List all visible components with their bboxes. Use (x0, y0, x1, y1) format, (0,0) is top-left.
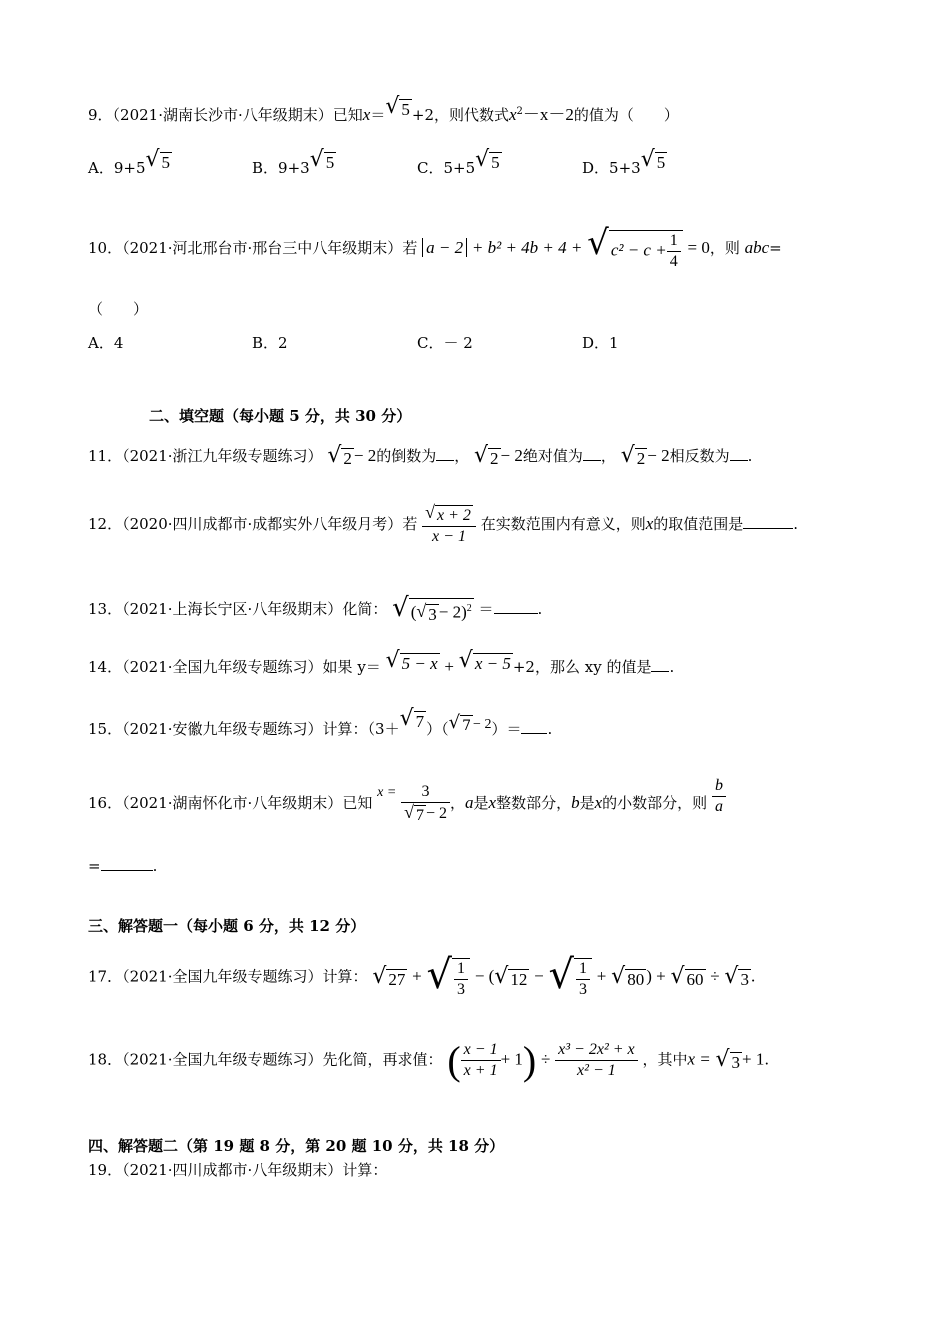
q10-eq2: = (769, 239, 782, 257)
q10-answer-paren: （ ） (88, 300, 149, 318)
q9-option-a-rad: 5 (161, 153, 171, 172)
q17-sqrt-80: √ 80 (611, 963, 645, 989)
section-3-heading: 三、解答题一（每小题 6 分，共 12 分） (88, 917, 366, 935)
q10-option-a[interactable]: A．4 (88, 334, 124, 352)
q14-source: （2021·全国九年级专题练习） (122, 658, 323, 676)
q9-option-d-label: D．5+3 (582, 159, 641, 177)
q9-expr-rest: －x－2 (522, 105, 574, 124)
q13-pre: 化简： (342, 600, 388, 619)
q14-rad-1: 5 − x (401, 654, 438, 673)
q15-sqrt-2: √ 7 (448, 712, 472, 734)
q18-end: . (764, 1050, 770, 1069)
q11-sqrt-3: √ 2 (620, 443, 646, 468)
q18-rparen: ) (522, 1038, 537, 1083)
q16-blank[interactable] (101, 870, 153, 871)
q10-number: 10． (88, 239, 123, 257)
q18-lparen: ( (447, 1038, 461, 1083)
q17-sqrt-frac-2: √ $\frac{1}{3}$ (549, 955, 593, 1000)
q18-post: ，其中 (642, 1050, 688, 1069)
q11-minus-1: − 2 (353, 446, 377, 465)
q17-r2: 12 (510, 969, 528, 989)
q16-x3: x (594, 793, 603, 812)
question-18 (88, 1037, 769, 1084)
q17-r5: 3 (740, 969, 749, 989)
q11-sqrt-1: √ 2 (327, 443, 352, 468)
q16-answer-line (88, 857, 157, 875)
q18-sqrt: √ 3 (715, 1046, 741, 1072)
q16-frac-num: 3 (401, 782, 450, 803)
question-9 (88, 94, 679, 128)
q12-mid: 在实数范围内有意义，则 (480, 515, 646, 533)
q17-sqrt-27: √ 27 (372, 963, 406, 989)
q11-t1: 的倒数为 (376, 447, 437, 465)
q17-source: （2021·全国九年级专题练习） (122, 967, 323, 986)
q16-t3: 整数部分， (496, 794, 572, 812)
q18-f2d: x² − 1 (577, 1062, 616, 1079)
q15-blank[interactable] (521, 733, 547, 734)
q15-source: （2021·安徽九年级专题练习） (122, 720, 323, 738)
q10-option-b[interactable]: B．2 (252, 334, 288, 352)
q11-minus-2: − 2 (500, 446, 523, 465)
q11-rad-2: 2 (490, 449, 499, 468)
q18-f2n: x³ − 2x² + x (555, 1040, 638, 1061)
q11-minus-3: − 2 (647, 446, 670, 465)
q9-option-c-sqrt: √ 5 (475, 147, 500, 172)
q16-end: . (152, 857, 158, 875)
q9-option-c-rad: 5 (491, 153, 500, 172)
q13-inner-rad: 3 (428, 605, 437, 625)
q10-eq: = 0 (687, 238, 710, 257)
q15-number: 15． (88, 720, 123, 738)
q13-source: （2021·上海长宁区·八年级期末） (122, 600, 343, 619)
q9-source: （2021·湖南长沙市·八年级期末） (112, 106, 333, 124)
q9-expr-x: x (509, 105, 517, 124)
q17-p2: − ( (474, 966, 495, 986)
q18-number: 18． (88, 1050, 123, 1069)
q14-number: 14． (88, 658, 123, 676)
q13-eq: ＝ (478, 600, 494, 619)
q17-f2d: 3 (579, 981, 587, 998)
q18-frac-2 (555, 1040, 638, 1081)
q18-pre: 先化简，再求值： (322, 1050, 443, 1069)
q15-rad-2: 7 (460, 715, 473, 736)
q17-f2n: 1 (576, 959, 590, 980)
q9-radicand: 5 (401, 100, 410, 119)
q14-blank[interactable] (651, 671, 669, 672)
q15-post: ）＝ (491, 720, 522, 738)
q10-frac-num: 1 (667, 231, 681, 252)
q12-end: . (793, 515, 799, 533)
q9-option-c-label: C．5+5 (417, 159, 476, 177)
q12-blank[interactable] (743, 528, 793, 529)
q9-var: x (362, 105, 371, 124)
q16-t4: 是 (579, 794, 595, 812)
q9-tail: 的值为（ ） (573, 106, 679, 124)
q13-end: . (537, 600, 543, 619)
q14-post: +2，那么 xy 的值是 (512, 658, 652, 676)
q11-t4: ， (600, 447, 616, 465)
section-4-heading: 四、解答题二（第 19 题 8 分，第 20 题 10 分，共 18 分） (88, 1137, 505, 1155)
q10-rad-pre: c² − c + (610, 240, 667, 260)
q13-number: 13． (88, 600, 123, 619)
question-10 (88, 223, 782, 272)
q9-option-a-sqrt: √ 5 (145, 147, 171, 172)
question-17 (88, 952, 756, 1000)
q16-den-rest: − 2 (425, 805, 447, 823)
q14-pre: 如果 y＝ (322, 658, 381, 676)
q9-option-a-label: A．9+5 (88, 159, 146, 177)
q9-pre: 已知 (332, 106, 363, 124)
q12-num-rad: x + 2 (437, 507, 471, 524)
q16-source: （2021·湖南怀化市·八年级期末） (122, 794, 343, 812)
q9-option-b-label: B．9+3 (252, 159, 310, 177)
q10-abc: abc (744, 238, 770, 257)
q18-x: x = (687, 1049, 711, 1069)
q17-r1: 27 (388, 969, 406, 989)
q9-sqrt: √ 5 (385, 94, 410, 119)
q18-plus1: + 1 (500, 1049, 523, 1069)
q13-blank[interactable] (494, 613, 538, 614)
q11-rad-1: 2 (343, 449, 352, 468)
q10-sqrt: √ c² − c + $\frac{1}{4}$ (587, 226, 683, 272)
q10-mid: + b² + 4b + 4 + (471, 238, 583, 257)
q17-f1d: 3 (457, 981, 466, 998)
q18-frac-1 (461, 1040, 501, 1081)
q16-number: 16． (88, 794, 123, 812)
q17-p4: + (596, 966, 607, 986)
q18-source: （2021·全国九年级专题练习） (122, 1050, 323, 1069)
q14-end: . (669, 658, 675, 676)
q13-sq: 2 (466, 603, 472, 614)
q9-number: 9． (88, 106, 113, 124)
q17-pre: 计算： (322, 967, 368, 986)
question-16 (88, 776, 726, 826)
q11-t5: 相反数为 (669, 447, 730, 465)
q9-sup: 2 (516, 106, 523, 117)
q9-option-a[interactable] (88, 147, 172, 181)
q9-eq: ＝ (370, 106, 386, 124)
q17-sqrt-frac-1: √ $\frac{1}{3}$ (427, 955, 471, 1000)
q9-plus: +2，则代数式 (411, 106, 509, 124)
question-11 (88, 445, 752, 469)
q15-sqrt-1: √ 7 (399, 706, 425, 731)
q13-sqrt: √ ( √ 3 − 2)$^2$ (392, 593, 472, 625)
q16-eq: = (88, 857, 101, 875)
q12-frac: √ x + 2 x − 1 (422, 503, 476, 547)
q15-mid2: − 2 (473, 717, 492, 732)
q13-inner: − 2) (438, 602, 467, 622)
q11-number: 11． (88, 447, 123, 465)
q9-option-b-sqrt: √ 5 (309, 147, 335, 172)
q17-sqrt-12: √ 12 (494, 963, 528, 989)
q10-pre: 若 (402, 239, 418, 257)
q16-frac: 3 √ 7 − 2 (401, 782, 450, 826)
q17-p6: ÷ (710, 966, 720, 986)
q11-blank-1[interactable] (436, 460, 454, 461)
q19-source: （2021·四川成都市·八年级期末） (122, 1161, 343, 1179)
q16-fa: a (714, 797, 723, 815)
question-13 (88, 595, 542, 625)
question-15 (88, 706, 553, 742)
q17-p1: + (412, 966, 422, 986)
q17-p5: ) + (646, 966, 666, 986)
q10-frac-den: 4 (669, 253, 678, 270)
q9-option-d-sqrt: √ 5 (640, 147, 666, 172)
q12-den: x − 1 (432, 528, 466, 545)
q14-sqrt-2: √ x − 5 (458, 648, 511, 673)
q14-rad-2: x − 5 (474, 654, 511, 673)
q15-pre: 计算：（3＋ (322, 720, 400, 738)
q16-ba-frac (712, 776, 726, 817)
q12-var: x (645, 514, 654, 533)
q16-x: x = (377, 785, 397, 800)
q11-blank-2[interactable] (583, 460, 601, 461)
q9-option-d[interactable] (582, 147, 667, 181)
q14-sqrt-1: √ 5 − x (385, 648, 438, 673)
q12-source: （2020·四川成都市·成都实外八年级月考） (122, 515, 403, 533)
q16-b: b (571, 793, 580, 812)
q11-t2: ， (454, 447, 470, 465)
q16-pre: 已知 (342, 794, 373, 812)
q11-t3: 绝对值为 (522, 447, 583, 465)
q16-a: a (465, 793, 474, 812)
q12-post: 的取值范围是 (653, 515, 744, 533)
q15-end: . (547, 720, 553, 738)
question-12 (88, 503, 798, 547)
q15-rad-1: 7 (415, 712, 425, 731)
q9-option-b-rad: 5 (325, 153, 335, 172)
q10-option-c[interactable]: C．－ 2 (417, 334, 473, 352)
q10-frac (667, 231, 681, 272)
q17-r3: 80 (627, 969, 645, 989)
q16-fb: b (712, 776, 726, 797)
q9-option-d-rad: 5 (656, 153, 666, 172)
q10-source: （2021·河北邢台市·邢台三中八年级期末） (122, 239, 403, 257)
q18-rest: + 1 (742, 1049, 765, 1069)
section-2-heading: 二、填空题（每小题 5 分，共 30 分） (149, 407, 412, 425)
question-14 (88, 648, 675, 680)
q18-f1n: x − 1 (461, 1040, 501, 1061)
q19-post: 计算： (342, 1161, 388, 1179)
q15-mid: ）（ (426, 720, 449, 738)
q14-plus: + (444, 657, 455, 676)
q17-p3: − (534, 966, 544, 986)
q10-option-d[interactable]: D．1 (582, 334, 619, 352)
q17-f1n: 1 (454, 959, 468, 980)
q17-r4: 60 (686, 969, 704, 989)
q10-abs: a − 2 (422, 238, 467, 257)
q18-rad: 3 (731, 1052, 741, 1072)
q16-x2: x (488, 793, 497, 812)
q19-number: 19． (88, 1161, 123, 1179)
q16-t1: ， (449, 794, 465, 812)
q11-source: （2021·浙江九年级专题练习） (122, 447, 323, 465)
q16-den-rad: 7 (415, 807, 424, 824)
q17-sqrt-3: √ 3 (724, 963, 749, 989)
q9-option-b[interactable] (252, 147, 336, 181)
q11-end: . (747, 447, 753, 465)
q18-div: ÷ (541, 1049, 551, 1069)
q12-number: 12． (88, 515, 123, 533)
q9-option-c[interactable] (417, 147, 502, 181)
q16-t5: 的小数部分，则 (602, 794, 708, 812)
q17-number: 17． (88, 967, 123, 986)
q17-sqrt-60: √ 60 (670, 963, 704, 989)
q16-t2: 是 (473, 794, 489, 812)
q12-pre: 若 (402, 515, 418, 533)
q11-sqrt-2: √ 2 (474, 443, 499, 468)
q18-f1d: x + 1 (463, 1062, 498, 1079)
q17-end: . (750, 966, 756, 986)
question-19 (88, 1159, 387, 1180)
q11-blank-3[interactable] (730, 460, 748, 461)
q10-post: ，则 (709, 239, 740, 257)
q11-rad-3: 2 (636, 449, 646, 468)
